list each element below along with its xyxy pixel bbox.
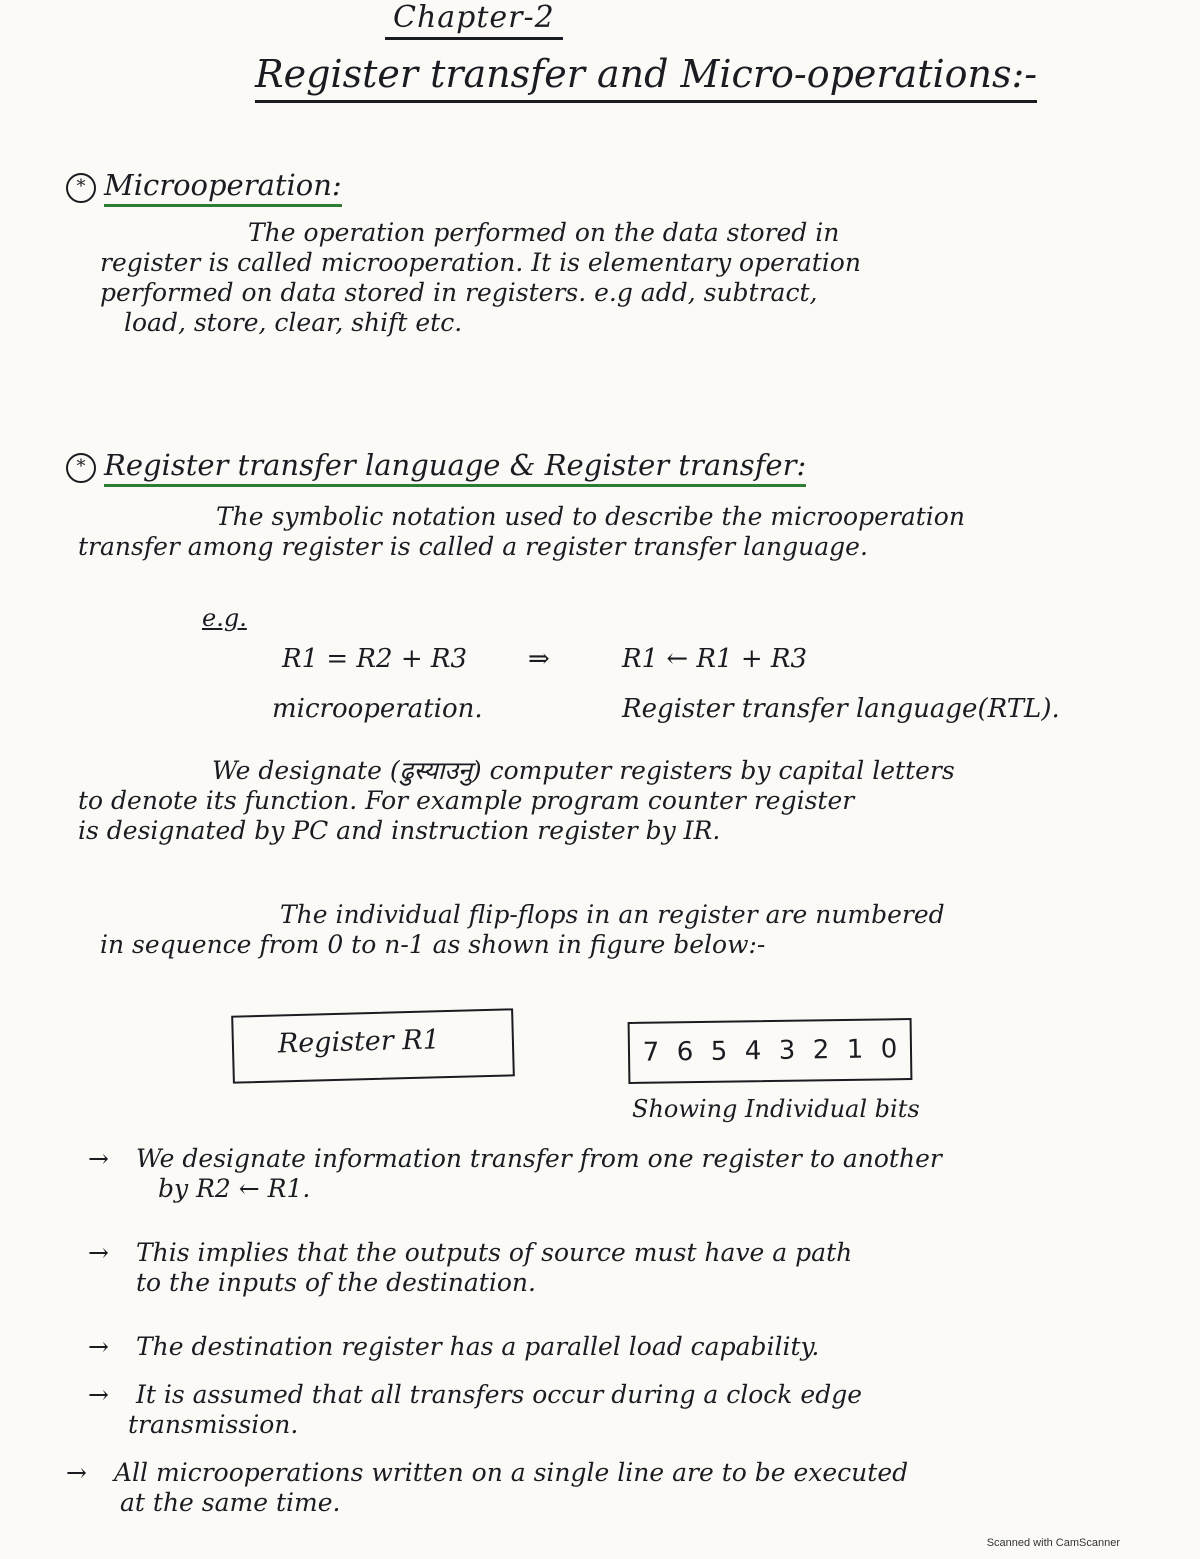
text-line: The symbolic notation used to describe the microoperation [216,502,965,531]
text-line: The individual flip-flops in an register are numbered [280,900,945,929]
text-line: by R2 ← R1. [158,1174,311,1203]
figure-caption: Showing Individual bits [632,1095,920,1123]
text-line: This implies that the outputs of source must have a path [136,1238,853,1267]
text-line: performed on data stored in registers. e.g add, subtract, [100,278,818,307]
point-item [66,1458,908,1518]
label-rtl: Register transfer language(RTL). [622,694,1060,724]
arrow-icon: → [88,1144,109,1173]
text-line: at the same time. [120,1488,341,1517]
point-item [88,1332,819,1362]
text-line: All microoperations written on a single line are to be executed [114,1458,909,1487]
microoperation-definition [100,218,861,338]
formula-rtl: R1 ← R1 + R3 [622,644,807,674]
text-line: is designated by PC and instruction register by IR. [78,816,721,845]
scanner-watermark: Scanned with CamScanner [986,1537,1120,1549]
arrow-icon: → [88,1332,109,1361]
text-line: to denote its function. For example program counter register [78,786,855,815]
text-line: It is assumed that all transfers occur during a clock edge [136,1380,863,1409]
bit-3: 3 [778,1035,796,1066]
bit-1: 1 [846,1034,864,1065]
point-item [88,1144,942,1204]
page-title: Register transfer and Micro-operations:- [255,52,1037,103]
bit-5: 5 [710,1036,728,1067]
point-item [88,1380,862,1440]
register-box [231,1008,515,1083]
heading-text: Microoperation: [104,168,342,207]
arrow-icon: → [66,1458,87,1487]
text-line: register is called microoperation. It is elementary operation [100,248,861,277]
bit-2: 2 [812,1035,830,1066]
text-line: The destination register has a parallel load capability. [136,1332,820,1361]
arrow-icon: → [88,1238,109,1267]
eg-label: e.g. [202,604,247,632]
formula-microoperation: R1 = R2 + R3 [282,644,467,674]
designate-paragraph [78,756,955,846]
rtl-heading [66,448,806,483]
microoperation-heading [66,168,342,203]
text-line: We designate information transfer from one register to another [136,1144,942,1173]
bit-7: 7 [642,1037,660,1068]
text-line: transmission. [128,1410,299,1439]
bit-4: 4 [744,1036,762,1067]
bit-6: 6 [676,1037,694,1068]
star-bullet-icon: * [66,453,96,483]
star-bullet-icon: * [66,173,96,203]
point-item [88,1238,852,1298]
bits-box [628,1018,913,1084]
text-line: We designate (ढुस्याउनु) computer registers by capital letters [212,756,955,785]
chapter-label: Chapter-2 [385,0,563,40]
heading-text: Register transfer language & Register transfer: [104,448,806,487]
text-line: The operation performed on the data stored in [248,218,840,247]
text-line: transfer among register is called a register transfer language. [78,532,868,561]
text-line: load, store, clear, shift etc. [124,308,463,337]
register-label: Register R1 [277,1024,441,1060]
flipflop-paragraph [100,900,945,960]
rtl-definition [78,502,965,562]
text-line: in sequence from 0 to n-1 as shown in figure below:- [100,930,766,959]
implies-arrow-icon: ⇒ [528,644,550,674]
bit-0: 0 [880,1034,898,1065]
text-line: to the inputs of the destination. [136,1268,536,1297]
arrow-icon: → [88,1380,109,1409]
label-microoperation: microoperation. [272,694,483,724]
